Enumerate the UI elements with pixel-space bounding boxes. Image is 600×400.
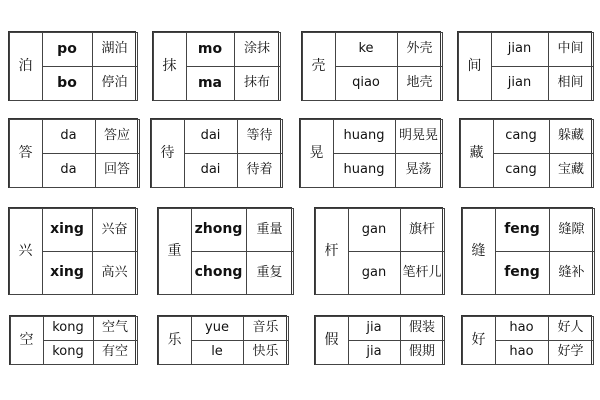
char-card: [152, 31, 279, 101]
example-word: 好人: [548, 316, 594, 341]
pinyin-reading: jian: [491, 66, 549, 101]
character: 兴: [9, 208, 43, 295]
example-word: 旗杆: [400, 208, 445, 252]
example-word: 抹布: [234, 66, 281, 101]
pinyin-reading: xing: [42, 251, 93, 295]
pinyin-reading: kong: [43, 316, 94, 341]
character: 空: [10, 316, 44, 365]
example-word: 假装: [400, 316, 445, 341]
pinyin-reading: jia: [348, 316, 401, 341]
character: 待: [151, 119, 185, 188]
char-card: [157, 315, 287, 365]
example-word: 缝补: [549, 251, 595, 295]
pinyin-reading: qiao: [335, 66, 398, 101]
pinyin-reading: jia: [348, 340, 401, 365]
pinyin-reading: da: [42, 153, 96, 188]
pinyin-reading: kong: [43, 340, 94, 365]
example-word: 停泊: [92, 66, 138, 101]
example-word: 笔杆儿: [400, 251, 445, 295]
pinyin-reading: chong: [191, 251, 247, 295]
pinyin-reading: cang: [493, 153, 550, 188]
example-word: 宝藏: [549, 153, 594, 188]
example-word: 好学: [548, 340, 594, 365]
character: 间: [458, 32, 492, 101]
pinyin-reading: xing: [42, 208, 93, 252]
character: 壳: [302, 32, 336, 101]
example-word: 涂抹: [234, 32, 281, 67]
pinyin-reading: hao: [495, 340, 549, 365]
pinyin-reading: cang: [493, 119, 550, 154]
example-word: 躲藏: [549, 119, 594, 154]
pinyin-reading: gan: [348, 208, 401, 252]
char-card: [8, 207, 136, 295]
pinyin-reading: huang: [333, 153, 396, 188]
example-word: 空气: [93, 316, 138, 341]
character: 乐: [158, 316, 192, 365]
pinyin-reading: ma: [186, 66, 235, 101]
pinyin-reading: dai: [184, 153, 238, 188]
character: 好: [462, 316, 496, 365]
pinyin-reading: yue: [191, 316, 244, 341]
example-word: 相间: [548, 66, 594, 101]
character: 晃: [300, 119, 334, 188]
example-word: 待着: [237, 153, 283, 188]
example-word: 地壳: [397, 66, 443, 101]
character: 答: [9, 119, 43, 188]
example-word: 兴奋: [92, 208, 138, 252]
pinyin-reading: hao: [495, 316, 549, 341]
example-word: 高兴: [92, 251, 138, 295]
example-word: 有空: [93, 340, 138, 365]
example-word: 缝隙: [549, 208, 595, 252]
pinyin-reading: bo: [42, 66, 93, 101]
example-word: 晃荡: [395, 153, 443, 188]
character: 抹: [153, 32, 187, 101]
pinyin-reading: le: [191, 340, 244, 365]
char-card: [314, 207, 443, 295]
char-card: [314, 315, 443, 365]
example-word: 答应: [95, 119, 140, 154]
character: 重: [158, 208, 192, 295]
example-word: 回答: [95, 153, 140, 188]
character: 缝: [462, 208, 496, 295]
example-word: 湖泊: [92, 32, 138, 67]
char-card: [8, 31, 136, 101]
char-card: [9, 315, 136, 365]
example-word: 音乐: [243, 316, 289, 341]
example-word: 外壳: [397, 32, 443, 67]
pinyin-reading: mo: [186, 32, 235, 67]
character: 杆: [315, 208, 349, 295]
char-card: [461, 315, 592, 365]
char-card: [459, 118, 592, 188]
pinyin-reading: po: [42, 32, 93, 67]
example-word: 中间: [548, 32, 594, 67]
pinyin-reading: ke: [335, 32, 398, 67]
character: 假: [315, 316, 349, 365]
example-word: 明晃晃: [395, 119, 443, 154]
char-card: [299, 118, 441, 188]
character: 藏: [460, 119, 494, 188]
char-card: [301, 31, 441, 101]
example-word: 重复: [246, 251, 294, 295]
example-word: 等待: [237, 119, 283, 154]
char-card: [8, 118, 138, 188]
pinyin-reading: gan: [348, 251, 401, 295]
example-word: 重量: [246, 208, 294, 252]
pinyin-reading: feng: [495, 208, 550, 252]
char-card: [457, 31, 592, 101]
char-card: [157, 207, 292, 295]
example-word: 假期: [400, 340, 445, 365]
pinyin-reading: feng: [495, 251, 550, 295]
pinyin-reading: da: [42, 119, 96, 154]
pinyin-reading: dai: [184, 119, 238, 154]
pinyin-reading: zhong: [191, 208, 247, 252]
char-card: [150, 118, 281, 188]
char-card: [461, 207, 593, 295]
pinyin-reading: huang: [333, 119, 396, 154]
pinyin-reading: jian: [491, 32, 549, 67]
character: 泊: [9, 32, 43, 101]
example-word: 快乐: [243, 340, 289, 365]
